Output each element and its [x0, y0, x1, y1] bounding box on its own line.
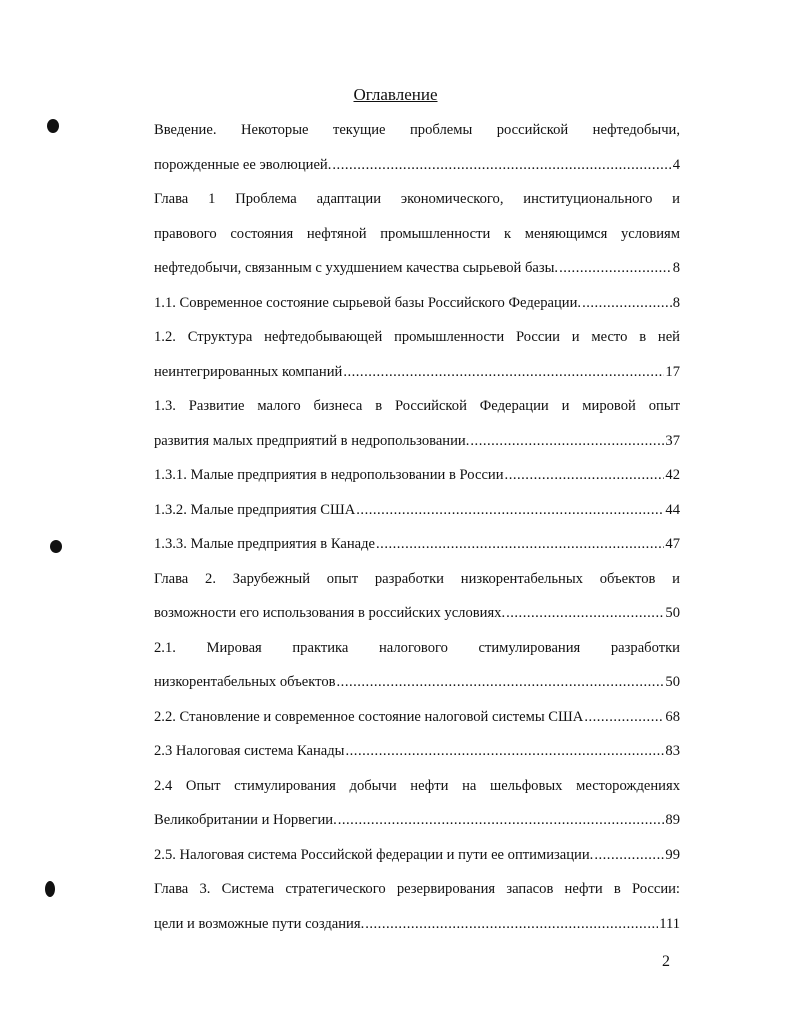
- dot-leader: [470, 424, 664, 459]
- dot-leader: [338, 803, 665, 838]
- toc-entry-leader-line: [154, 355, 680, 390]
- toc-entry-text: 2.5. Налоговая система Российской федерации и пути ее оптимизации.: [154, 846, 594, 863]
- toc-entry-page-number: 68: [665, 708, 680, 725]
- toc-entry-text: 1.1. Современное состояние сырьевой базы Российского Федерации.: [154, 294, 582, 311]
- dot-leader: [332, 148, 671, 183]
- toc-entry-text: возможности его использования в российских условиях.: [154, 605, 506, 621]
- toc-entry-line: Глава 1 Проблема адаптации экономического, институционального и: [154, 191, 680, 207]
- dot-leader: [506, 596, 664, 631]
- toc-entry-intro[interactable]: [154, 113, 680, 182]
- toc-entry-leader-line: [154, 251, 680, 286]
- toc-entry-section-1-3-2[interactable]: [154, 493, 680, 528]
- dot-leader: [376, 527, 664, 562]
- toc-entry-page-number: 47: [665, 536, 680, 552]
- dot-leader: [346, 734, 665, 769]
- toc-entry-page-number: 111: [659, 915, 680, 932]
- toc-entry-leader-line: [154, 907, 680, 942]
- toc-entry-section-1-3[interactable]: [154, 389, 680, 458]
- binding-hole-mark: [47, 119, 59, 133]
- toc-entry-text: 1.3.2. Малые предприятия США: [154, 501, 356, 518]
- toc-entry-page-number: 17: [665, 363, 680, 380]
- toc-entry-leader-line: [154, 700, 680, 735]
- toc-entry-page-number: 4: [672, 156, 680, 173]
- toc-entry-page-number: 37: [665, 432, 680, 449]
- toc-entry-leader-line: [154, 527, 680, 562]
- toc-entry-section-2-1[interactable]: [154, 631, 680, 700]
- toc-title: Оглавление: [353, 85, 438, 104]
- toc-entry-line: Глава 2. Зарубежный опыт разработки низкорентабельных объектов и: [154, 570, 680, 587]
- toc-entry-line: 2.4 Опыт стимулирования добычи нефти на шельфовых месторождениях: [154, 777, 680, 794]
- toc-entry-section-1-1[interactable]: [154, 286, 680, 321]
- toc-entry-page-number: 8: [672, 294, 680, 311]
- toc-entry-page-number: 83: [665, 743, 680, 759]
- dot-leader: [356, 493, 664, 528]
- toc-entry-page-number: 42: [665, 467, 680, 483]
- toc-entry-section-2-3[interactable]: [154, 734, 680, 769]
- toc-entry-page-number: 50: [665, 605, 680, 621]
- toc-entry-text: 2.3 Налоговая система Канады: [154, 743, 345, 759]
- table-of-contents: [154, 113, 680, 941]
- toc-entry-section-1-3-3[interactable]: [154, 527, 680, 562]
- toc-entry-chapter-1[interactable]: [154, 182, 680, 286]
- toc-entry-chapter-3[interactable]: [154, 872, 680, 941]
- toc-entry-line: Введение. Некоторые текущие проблемы российской нефтедобычи,: [154, 122, 680, 138]
- toc-entry-page-number: 99: [665, 846, 680, 863]
- toc-entry-page-number: 89: [665, 812, 680, 828]
- toc-entry-line: 1.3. Развитие малого бизнеса в Российской Федерации и мировой опыт: [154, 398, 680, 414]
- dot-leader: [594, 838, 664, 873]
- toc-entry-text: цели и возможные пути создания.: [154, 915, 365, 932]
- dot-leader: [584, 700, 664, 735]
- toc-entry-leader-line: [154, 596, 680, 631]
- toc-entry-leader-line: [154, 734, 680, 769]
- dot-leader: [337, 665, 665, 700]
- toc-entry-text: 2.2. Становление и современное состояние налоговой системы США: [154, 708, 584, 725]
- toc-entry-text: низкорентабельных объектов: [154, 674, 336, 690]
- dot-leader: [343, 355, 664, 390]
- toc-entry-text: порожденные ее эволюцией.: [154, 156, 332, 173]
- toc-entry-text: нефтедобычи, связанным с ухудшением качества сырьевой базы.: [154, 260, 559, 276]
- toc-entry-text: Великобритании и Норвегии.: [154, 812, 337, 828]
- toc-entry-leader-line: [154, 286, 680, 321]
- binding-hole-mark: [45, 881, 55, 897]
- toc-entry-page-number: 50: [665, 674, 680, 690]
- toc-entry-text: неинтегрированных компаний: [154, 363, 343, 380]
- toc-entry-leader-line: [154, 424, 680, 459]
- toc-entry-section-2-2[interactable]: [154, 700, 680, 735]
- dot-leader: [365, 907, 658, 942]
- toc-entry-leader-line: [154, 493, 680, 528]
- toc-entry-line: Глава 3. Система стратегического резервирования запасов нефти в России:: [154, 881, 680, 897]
- toc-entry-section-1-3-1[interactable]: [154, 458, 680, 493]
- toc-entry-line: правового состояния нефтяной промышленности к меняющимся условиям: [154, 225, 680, 242]
- toc-entry-text: развития малых предприятий в недропользовании.: [154, 432, 470, 449]
- toc-entry-leader-line: [154, 803, 680, 838]
- toc-entry-line: 2.1. Мировая практика налогового стимулирования разработки: [154, 639, 680, 656]
- page-number: 2: [662, 953, 670, 970]
- dot-leader: [505, 458, 665, 493]
- toc-entry-page-number: 8: [672, 260, 680, 276]
- toc-entry-leader-line: [154, 148, 680, 183]
- toc-entry-section-1-2[interactable]: [154, 320, 680, 389]
- toc-entry-leader-line: [154, 665, 680, 700]
- toc-entry-chapter-2[interactable]: [154, 562, 680, 631]
- toc-entry-leader-line: [154, 838, 680, 873]
- toc-entry-section-2-5[interactable]: [154, 838, 680, 873]
- toc-entry-section-2-4[interactable]: [154, 769, 680, 838]
- toc-entry-page-number: 44: [665, 501, 680, 518]
- toc-entry-line: 1.2. Структура нефтедобывающей промышленности России и место в ней: [154, 329, 680, 345]
- binding-hole-mark: [50, 540, 62, 553]
- dot-leader: [559, 251, 672, 286]
- toc-entry-text: 1.3.3. Малые предприятия в Канаде: [154, 536, 376, 552]
- toc-entry-leader-line: [154, 458, 680, 493]
- toc-entry-text: 1.3.1. Малые предприятия в недропользовании в России: [154, 467, 504, 483]
- dot-leader: [582, 286, 672, 321]
